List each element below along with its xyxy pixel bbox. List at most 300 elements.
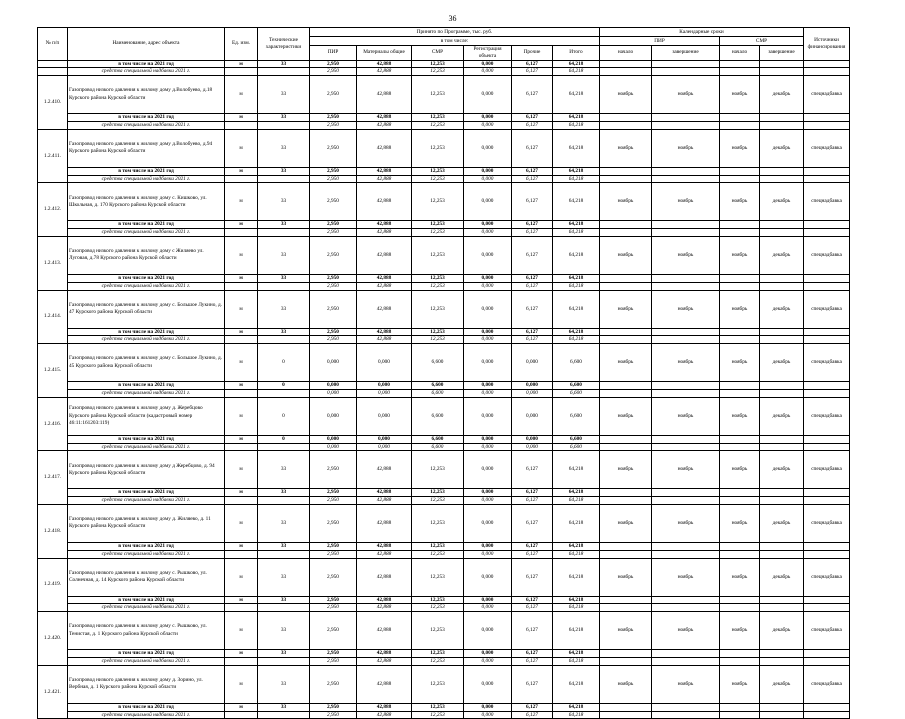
value-cell: 12,253 (412, 121, 464, 129)
row-num (38, 60, 68, 68)
empty-cell (600, 389, 652, 397)
value-cell: 6,127 (512, 604, 553, 612)
value-cell: 64,218 (553, 290, 600, 328)
item-number: 1.2.415. (38, 344, 68, 398)
tech-cell: 33 (258, 542, 310, 550)
value-cell: 6,600 (553, 389, 600, 397)
value-cell: 6,127 (512, 229, 553, 237)
object-name: Газопровод низкого давления к жилому дому д. Зорино, ул. Вербная, д. 1 Курского района Курской области (68, 665, 225, 703)
empty-cell (760, 650, 804, 658)
value-cell: 2,950 (310, 114, 357, 122)
item-number: 1.2.416. (38, 397, 68, 451)
object-name: Газопровод низкого давления к жилому дому с. Рышково, ул. Тенистая, д. 1 Курского района Курской области (68, 612, 225, 650)
calendar-cell: ноябрь (600, 451, 652, 489)
empty-cell (600, 336, 652, 344)
object-name: Газопровод низкого давления к жилому дому с. Кишково, ул. Школьная, д. 170 Курского района Курской области (68, 183, 225, 221)
funding-label: средства специальной надбавки 2021 г. (68, 550, 225, 558)
value-cell: 42,888 (357, 612, 412, 650)
funding-source: спецнадбавка (804, 558, 850, 596)
value-cell: 0,000 (464, 703, 512, 711)
calendar-cell: ноябрь (600, 344, 652, 382)
calendar-cell: декабрь (760, 76, 804, 114)
value-cell: 0,000 (464, 221, 512, 229)
value-cell: 2,950 (310, 336, 357, 344)
unit-cell: м (225, 558, 258, 596)
tech-cell: 33 (258, 76, 310, 114)
calendar-cell: ноябрь (600, 612, 652, 650)
empty-cell (652, 550, 720, 558)
unit-cell: м (225, 665, 258, 703)
empty-cell (720, 114, 760, 122)
value-cell: 64,218 (553, 665, 600, 703)
subtotal-row (38, 114, 850, 122)
empty-cell (720, 550, 760, 558)
calendar-cell: ноябрь (652, 183, 720, 221)
value-cell: 6,127 (512, 328, 553, 336)
calendar-cell: декабрь (760, 183, 804, 221)
value-cell: 42,888 (357, 650, 412, 658)
value-cell: 0,000 (310, 443, 357, 451)
funding-row (38, 497, 850, 505)
empty-cell (760, 489, 804, 497)
empty-cell (225, 282, 258, 290)
empty-cell (652, 596, 720, 604)
subtotal-row (38, 435, 850, 443)
empty-cell (600, 435, 652, 443)
calendar-cell: декабрь (760, 397, 804, 435)
funding-source: спецнадбавка (804, 344, 850, 382)
value-cell: 42,888 (357, 121, 412, 129)
empty-cell (804, 229, 850, 237)
object-name: Газопровод низкого давления к жилому дому д.Волобуево, д.94 Курского района Курской области (68, 129, 225, 167)
header-funding: Источники финансирования (804, 28, 850, 61)
item-number: 1.2.414. (38, 290, 68, 344)
unit-cell: м (225, 129, 258, 167)
value-cell: 64,218 (553, 550, 600, 558)
value-cell: 0,000 (464, 76, 512, 114)
value-cell: 42,888 (357, 703, 412, 711)
empty-cell (600, 328, 652, 336)
empty-cell (258, 336, 310, 344)
value-cell: 6,127 (512, 451, 553, 489)
value-cell: 0,000 (464, 443, 512, 451)
empty-cell (720, 650, 760, 658)
value-cell: 42,888 (357, 129, 412, 167)
row-num (38, 68, 68, 76)
unit-cell (225, 68, 258, 76)
empty-cell (652, 435, 720, 443)
subtotal-row (38, 650, 850, 658)
subtotal-row (38, 167, 850, 175)
empty-cell (760, 221, 804, 229)
empty-cell (720, 68, 760, 76)
calendar-cell: ноябрь (720, 76, 760, 114)
empty-cell (804, 596, 850, 604)
header-other: Прочие (512, 46, 553, 61)
calendar-cell: ноябрь (600, 558, 652, 596)
page-number: 36 (448, 14, 457, 23)
value-cell: 0,000 (357, 435, 412, 443)
empty-cell (804, 221, 850, 229)
value-cell: 12,253 (412, 504, 464, 542)
value-cell: 12,253 (412, 60, 464, 68)
funding-label: средства специальной надбавки 2021 г. (68, 121, 225, 129)
value-cell: 0,000 (310, 382, 357, 390)
calendar-cell: ноябрь (720, 397, 760, 435)
subtotal-label: в том числе на 2021 год (68, 382, 225, 390)
subtotal-label: в том числе на 2021 год (68, 542, 225, 550)
calendar-cell: декабрь (760, 558, 804, 596)
empty-cell (804, 542, 850, 550)
table-row (38, 68, 850, 76)
value-cell: 6,600 (553, 397, 600, 435)
table-row (38, 183, 850, 221)
funding-row (38, 443, 850, 451)
value-cell: 0,000 (464, 711, 512, 719)
empty-cell (760, 542, 804, 550)
funding-row (38, 282, 850, 290)
value-cell: 6,127 (512, 612, 553, 650)
value-cell: 42,888 (357, 274, 412, 282)
subtotal-label: в том числе на 2021 год (68, 596, 225, 604)
value-cell: 0,000 (512, 344, 553, 382)
funding-label: средства специальной надбавки 2021 г. (68, 389, 225, 397)
empty-cell (652, 229, 720, 237)
value-cell: 42,888 (357, 290, 412, 328)
calendar-cell: ноябрь (652, 76, 720, 114)
value-cell: 12,253 (412, 221, 464, 229)
unit-cell: м (225, 612, 258, 650)
unit-cell: м (225, 542, 258, 550)
calendar-cell: декабрь (760, 290, 804, 328)
value-cell: 6,127 (512, 489, 553, 497)
value-cell: 6,127 (512, 114, 553, 122)
unit-cell: м (225, 703, 258, 711)
table-row (38, 558, 850, 596)
empty-cell (720, 542, 760, 550)
value-cell: 42,888 (357, 596, 412, 604)
value-cell: 0,000 (464, 167, 512, 175)
empty-cell (258, 604, 310, 612)
value-cell: 6,600 (553, 382, 600, 390)
empty-cell (720, 443, 760, 451)
value-cell: 64,218 (553, 167, 600, 175)
unit-cell: м (225, 489, 258, 497)
value-cell: 42,888 (357, 221, 412, 229)
value-cell: 0,000 (464, 183, 512, 221)
empty-cell (720, 389, 760, 397)
empty-cell (652, 489, 720, 497)
unit-cell: м (225, 435, 258, 443)
value-cell: 6,127 (512, 221, 553, 229)
item-number: 1.2.421. (38, 665, 68, 719)
value-cell: 2,950 (310, 558, 357, 596)
value-cell: 0,000 (464, 650, 512, 658)
tech-cell: 0 (258, 397, 310, 435)
empty-cell (225, 711, 258, 719)
value-cell: 64,218 (553, 114, 600, 122)
empty-cell (258, 175, 310, 183)
funding-source: спецнадбавка (804, 504, 850, 542)
table-row (38, 397, 850, 435)
calendar-cell: ноябрь (720, 183, 760, 221)
value-cell: 64,218 (553, 504, 600, 542)
calendar-cell: ноябрь (720, 612, 760, 650)
empty-cell (225, 121, 258, 129)
value-cell: 6,600 (412, 443, 464, 451)
tech-cell: 33 (258, 274, 310, 282)
empty-cell (720, 282, 760, 290)
item-number: 1.2.418. (38, 504, 68, 558)
value-cell: 12,253 (412, 336, 464, 344)
unit-cell: м (225, 328, 258, 336)
value-cell: 2,950 (310, 504, 357, 542)
empty-cell (804, 328, 850, 336)
value-cell: 12,253 (412, 489, 464, 497)
subtotal-label: в том числе на 2021 год (68, 328, 225, 336)
calendar-cell: ноябрь (652, 290, 720, 328)
empty-cell (760, 60, 804, 68)
value-cell: 0,000 (310, 344, 357, 382)
calendar-cell: ноябрь (720, 451, 760, 489)
value-cell: 2,950 (310, 711, 357, 719)
value-cell: 12,253 (412, 229, 464, 237)
funding-row (38, 604, 850, 612)
empty-cell (258, 711, 310, 719)
empty-cell (804, 282, 850, 290)
funding-row (38, 550, 850, 558)
empty-cell (760, 282, 804, 290)
funding-source: спецнадбавка (804, 183, 850, 221)
header-registration: Регистрация объекта (464, 46, 512, 61)
empty-cell (720, 703, 760, 711)
item-number: 1.2.417. (38, 451, 68, 505)
value-cell: 2,950 (310, 167, 357, 175)
value-cell: 12,253 (412, 558, 464, 596)
value-cell: 0,000 (357, 397, 412, 435)
calendar-cell: ноябрь (720, 504, 760, 542)
funding-source: спецнадбавка (804, 612, 850, 650)
value-cell: 0,000 (512, 382, 553, 390)
calendar-cell: декабрь (760, 129, 804, 167)
value-cell: 0,000 (357, 344, 412, 382)
empty-cell (600, 489, 652, 497)
empty-cell (760, 68, 804, 76)
calendar-cell: ноябрь (652, 397, 720, 435)
empty-cell (600, 175, 652, 183)
empty-cell (760, 121, 804, 129)
value-cell: 12,253 (412, 612, 464, 650)
tech-cell: 33 (258, 236, 310, 274)
value-cell: 0,000 (357, 382, 412, 390)
value-cell: 2,950 (310, 175, 357, 183)
value-cell: 2,950 (310, 612, 357, 650)
value-cell: 0,000 (464, 282, 512, 290)
empty-cell (720, 711, 760, 719)
empty-cell (760, 604, 804, 612)
subtotal-row (38, 703, 850, 711)
funding-row (38, 336, 850, 344)
unit-cell: м (225, 596, 258, 604)
value-cell: 0,000 (464, 497, 512, 505)
empty-cell (600, 542, 652, 550)
empty-cell (720, 657, 760, 665)
value-cell: 0,000 (512, 435, 553, 443)
tech-cell: 33 (258, 612, 310, 650)
value-cell: 2,950 (310, 129, 357, 167)
value-cell: 64,218 (553, 221, 600, 229)
value-cell: 0,000 (464, 657, 512, 665)
value-cell: 0,000 (464, 389, 512, 397)
value-cell: 0,000 (464, 236, 512, 274)
value-cell: 42,888 (357, 76, 412, 114)
value-cell: 64,218 (553, 558, 600, 596)
empty-cell (600, 550, 652, 558)
tech-cell: 33 (258, 650, 310, 658)
empty-cell (804, 657, 850, 665)
empty-cell (804, 114, 850, 122)
value-cell: 6,127 (512, 497, 553, 505)
header-materials: Материалы общие (357, 46, 412, 61)
value-cell: 2,950 (310, 274, 357, 282)
empty-cell (804, 550, 850, 558)
empty-cell (600, 711, 652, 719)
funding-source: спецнадбавка (804, 397, 850, 435)
value-cell: 6,127 (512, 665, 553, 703)
funding-source: спецнадбавка (804, 76, 850, 114)
value-cell: 6,127 (512, 129, 553, 167)
funding-label: средства специальной надбавки 2021 г. (68, 657, 225, 665)
value-cell: 64,218 (553, 612, 600, 650)
value-cell: 12,253 (412, 497, 464, 505)
value-cell: 0,000 (464, 550, 512, 558)
value-cell: 0,000 (464, 382, 512, 390)
table-row (38, 451, 850, 489)
tech-cell: 33 (258, 60, 310, 68)
empty-cell (652, 68, 720, 76)
tech-cell: 33 (258, 665, 310, 703)
empty-cell (652, 650, 720, 658)
empty-cell (600, 650, 652, 658)
value-cell: 64,218 (553, 282, 600, 290)
unit-cell: м (225, 451, 258, 489)
value-cell: 6,127 (512, 183, 553, 221)
tech-cell: 0 (258, 435, 310, 443)
empty-cell (760, 175, 804, 183)
empty-cell (720, 221, 760, 229)
value-cell: 64,218 (553, 657, 600, 665)
empty-cell (720, 336, 760, 344)
subtotal-row (38, 328, 850, 336)
empty-cell (804, 489, 850, 497)
item-number: 1.2.410. (38, 76, 68, 130)
empty-cell (760, 550, 804, 558)
empty-cell (804, 167, 850, 175)
empty-cell (804, 121, 850, 129)
calendar-cell: ноябрь (600, 236, 652, 274)
value-cell: 0,000 (512, 397, 553, 435)
empty-cell (720, 175, 760, 183)
empty-cell (600, 382, 652, 390)
value-cell: 6,127 (512, 282, 553, 290)
value-cell: 12,253 (412, 657, 464, 665)
object-name: Газопровод низкого давления к жилому дому с. Большое Лукино, д. 45 Курского района Курской области (68, 344, 225, 382)
value-cell: 6,127 (512, 121, 553, 129)
calendar-cell: ноябрь (720, 129, 760, 167)
value-cell: 12,253 (412, 274, 464, 282)
empty-cell (720, 60, 760, 68)
table-row (38, 504, 850, 542)
value-cell: 2,950 (310, 650, 357, 658)
calendar-cell: ноябрь (652, 504, 720, 542)
empty-cell (720, 274, 760, 282)
value-cell: 6,127 (512, 336, 553, 344)
empty-cell (652, 121, 720, 129)
subtotal-label: в том числе на 2021 год (68, 435, 225, 443)
value-cell: 64,218 (553, 129, 600, 167)
unit-cell: м (225, 290, 258, 328)
table-row (38, 344, 850, 382)
unit-cell: м (225, 344, 258, 382)
value-cell: 6,600 (412, 435, 464, 443)
object-name: Газопровод низкого давления к жилому дому с. Рышково, ул. Солнечная, д. 14 Курского района Курской области (68, 558, 225, 596)
funding-source: спецнадбавка (804, 129, 850, 167)
empty-cell (804, 443, 850, 451)
empty-cell (258, 121, 310, 129)
tech-cell: 33 (258, 290, 310, 328)
empty-cell (225, 604, 258, 612)
value-cell: 12,253 (412, 76, 464, 114)
empty-cell (760, 229, 804, 237)
value-cell: 42,888 (357, 550, 412, 558)
empty-cell (652, 175, 720, 183)
empty-cell (804, 60, 850, 68)
value-cell: 12,253 (412, 129, 464, 167)
value-cell: 12,253 (412, 703, 464, 711)
value-cell: 6,127 (512, 274, 553, 282)
value-cell: 0,000 (512, 389, 553, 397)
value-cell: 6,127 (512, 290, 553, 328)
empty-cell (804, 389, 850, 397)
value-cell: 12,253 (412, 604, 464, 612)
value-cell: 12,253 (412, 328, 464, 336)
tech-cell: 33 (258, 558, 310, 596)
empty-cell (804, 274, 850, 282)
calendar-cell: декабрь (760, 504, 804, 542)
empty-cell (804, 336, 850, 344)
empty-cell (760, 382, 804, 390)
subtotal-row (38, 382, 850, 390)
table-row (38, 129, 850, 167)
unit-cell: м (225, 114, 258, 122)
value-cell: 6,127 (512, 236, 553, 274)
empty-cell (600, 274, 652, 282)
value-cell: 2,950 (310, 550, 357, 558)
object-name: Газопровод низкого давления к жилому дому с. Большое Лукино, д. 47 Курского района Курской области (68, 290, 225, 328)
tech-cell (258, 68, 310, 76)
empty-cell (600, 114, 652, 122)
value-cell: 0,000 (464, 397, 512, 435)
value-cell: 42,888 (357, 60, 412, 68)
calendar-cell: ноябрь (600, 129, 652, 167)
empty-cell (652, 604, 720, 612)
empty-cell (258, 443, 310, 451)
value-cell: 0,000 (464, 229, 512, 237)
subtotal-label: в том числе на 2021 год (68, 703, 225, 711)
value-cell: 64,218 (553, 121, 600, 129)
tech-cell: 33 (258, 183, 310, 221)
empty-cell (760, 435, 804, 443)
